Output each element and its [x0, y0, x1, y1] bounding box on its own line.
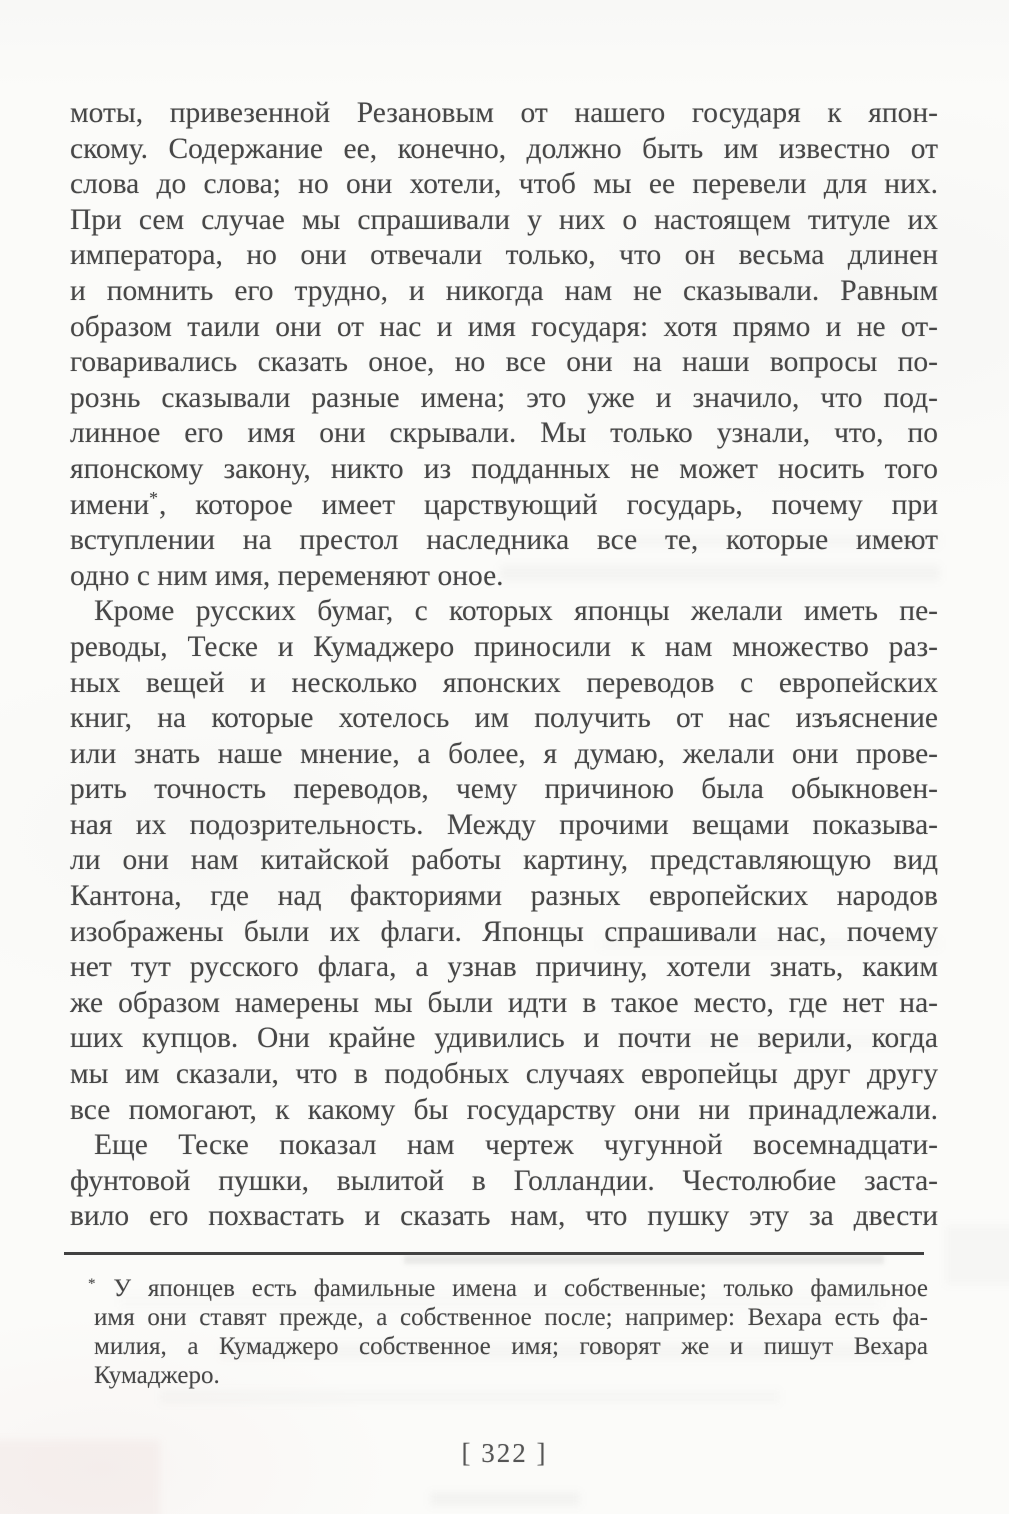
footnote-line: Кумаджеро.	[94, 1362, 220, 1389]
body-line: или знать наше мнение, а более, я думаю, желали они прове-	[70, 737, 938, 770]
body-line: нет тут русского флага, а узнав причину, хотели знать, каким	[70, 951, 938, 984]
body-line: реводы, Теске и Кумаджеро приносили к нам множество раз-	[70, 630, 938, 663]
body-line: вступлении на престол наследника все те, которые имеют	[70, 524, 938, 557]
footnote-line: имя они ставят прежде, а собственное после; например: Вехара есть фа-	[94, 1304, 928, 1331]
body-line: рознь сказывали разные имена; это уже и значило, что под-	[70, 381, 938, 414]
body-line: одно с ним имя, переменяют оное.	[70, 559, 504, 592]
scan-smudge	[430, 1492, 580, 1506]
body-line: ных вещей и несколько японских переводов с европейских	[70, 666, 938, 699]
body-line: образом таили они от нас и имя государя: хотя прямо и не от-	[70, 310, 938, 343]
scan-smudge	[945, 1225, 1009, 1285]
footnote-marker-asterisk: *	[88, 1275, 96, 1292]
body-line: линное его имя они скрывали. Мы только узнали, что, по	[70, 417, 938, 450]
body-line: имени*, которое имеет царствующий государь, почему при	[70, 487, 938, 521]
body-line: При сем случае мы спрашивали у них о настоящем титуле их	[70, 203, 938, 236]
footnote-line: милия, а Кумаджеро собственное имя; говорят же и пишут Вехара	[94, 1333, 928, 1360]
body-line: и помнить его трудно, и никогда нам не сказывали. Равным	[70, 274, 938, 307]
body-line: фунтовой пушки, вылитой в Голландии. Честолюбие заста-	[70, 1164, 938, 1197]
footnote-marker-asterisk: *	[149, 487, 158, 508]
body-line: говаривались сказать оное, но все они на наши вопросы по-	[70, 346, 938, 379]
scan-smudge	[160, 1390, 780, 1404]
body-line: же образом намерены мы были идти в такое место, где нет на-	[70, 986, 938, 1019]
body-line: Кроме русских бумаг, с которых японцы желали иметь пе-	[94, 595, 938, 628]
body-line: ших купцов. Они крайне удивились и почти не верили, когда	[70, 1022, 938, 1055]
footnote-line: * У японцев есть фамильные имена и собственные; только фамильное	[88, 1275, 928, 1302]
body-line: все помогают, к какому бы государству они ни принадлежали.	[70, 1093, 938, 1126]
body-line: Еще Теске показал нам чертеж чугунной восемнадцати-	[94, 1129, 938, 1162]
body-line: книг, на которые хотелось им получить от нас изъяснение	[70, 702, 938, 735]
body-line: слова до слова; но они хотели, чтоб мы ее перевели для них.	[70, 168, 938, 201]
footnote	[88, 1274, 928, 1390]
body-text	[70, 96, 938, 1235]
body-line: Кантона, где над факториями разных европейских народов	[70, 880, 938, 913]
page-number: [ 322 ]	[461, 1438, 548, 1468]
body-line: ная их подозрительность. Между прочими вещами показыва-	[70, 808, 938, 841]
body-line: мы им сказали, что в подобных случаях европейцы друг другу	[70, 1058, 938, 1091]
body-line: ли они нам китайской работы картину, представляющую вид	[70, 844, 938, 877]
footnote-separator-rule	[64, 1252, 924, 1255]
body-line: изображены были их флаги. Японцы спрашивали нас, почему	[70, 915, 938, 948]
body-line: императора, но они отвечали только, что он весьма длинен	[70, 239, 938, 272]
body-line: моты, привезенной Резановым от нашего государя к япон-	[70, 97, 938, 129]
body-line: рить точность переводов, чему причиною была обыкновен-	[70, 773, 938, 806]
body-line: японскому закону, никто из подданных не может носить того	[70, 452, 938, 485]
body-line: скому. Содержание ее, конечно, должно быть им известно от	[70, 132, 938, 165]
body-line: вило его похвастать и сказать нам, что пушку эту за двести	[70, 1200, 938, 1233]
